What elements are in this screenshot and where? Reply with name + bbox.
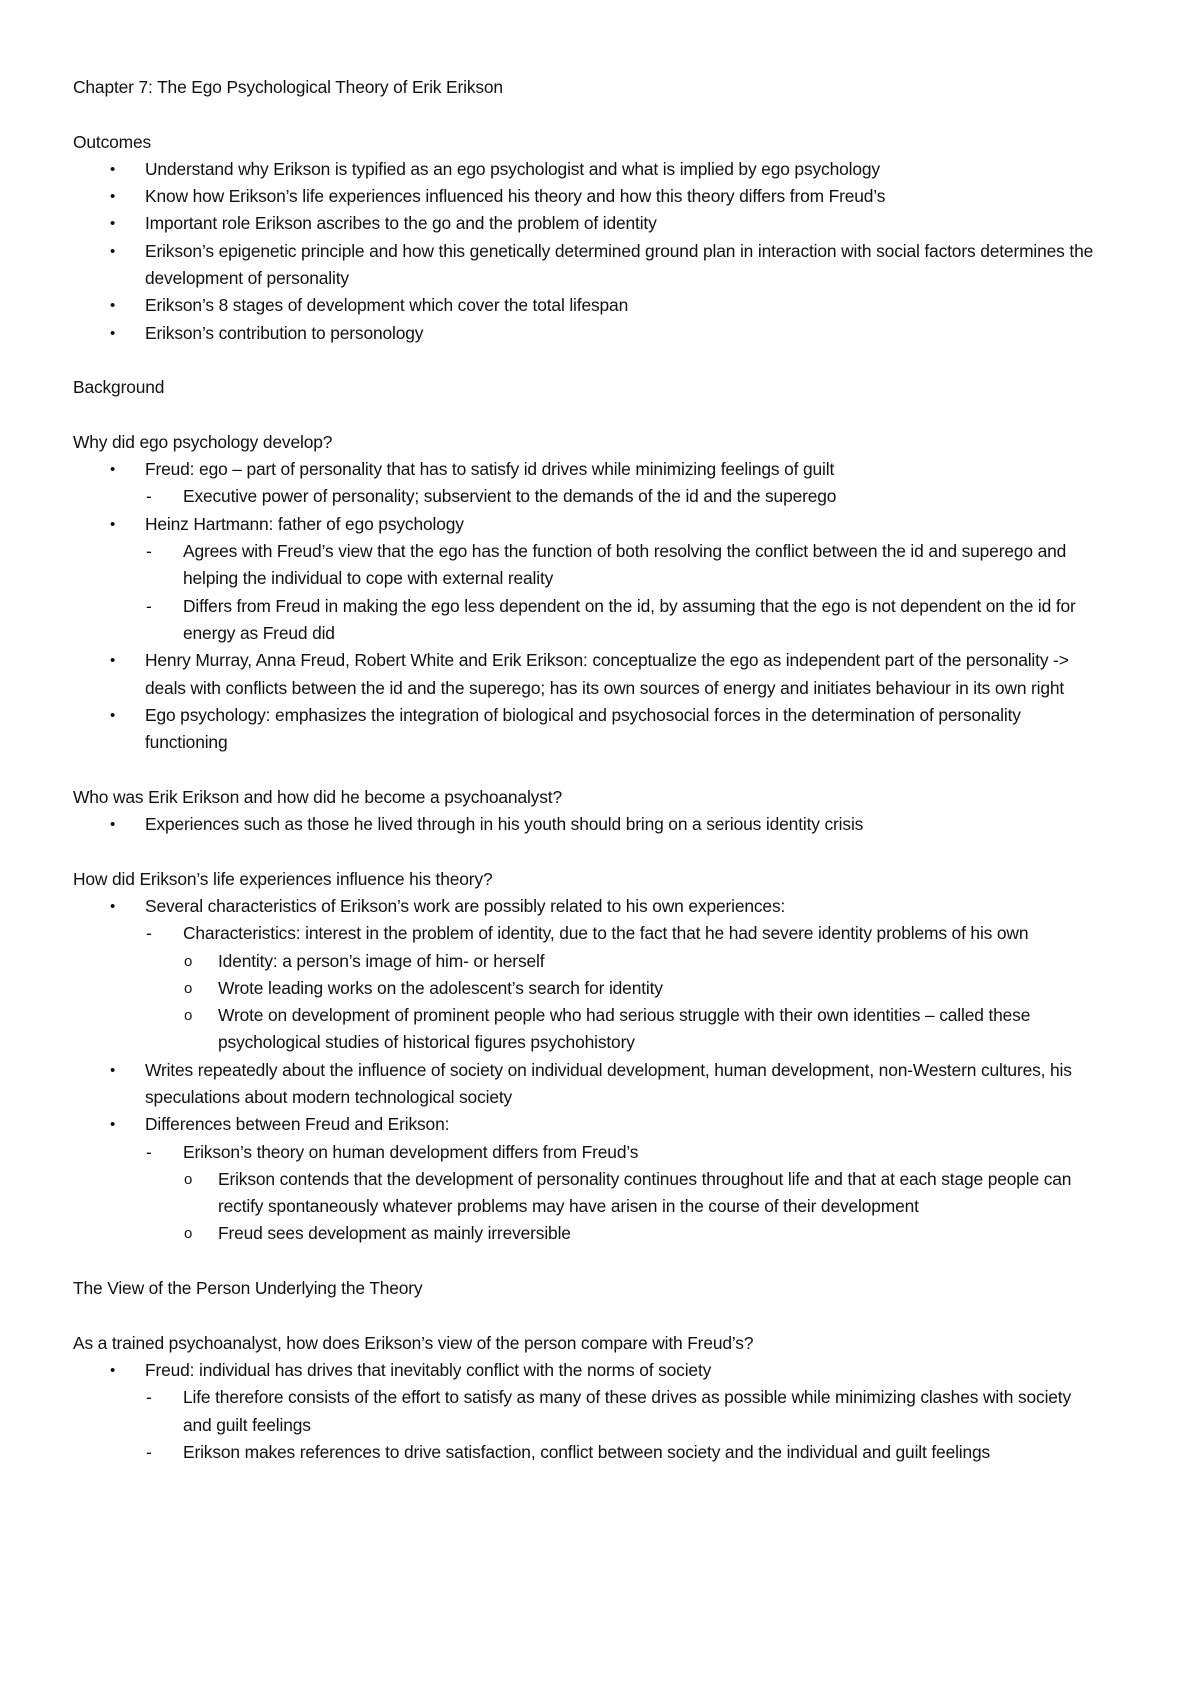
list-item-level-1 [73, 1357, 1100, 1384]
list-item-level-1 [73, 647, 1100, 702]
bullet-marker-icon: • [110, 515, 116, 533]
list-item-text: Important role Erikson ascribes to the go and the problem of identity [145, 213, 657, 234]
list-item-level-1 [73, 183, 1100, 210]
bullet-marker-icon: • [110, 1361, 116, 1379]
blank-line [73, 1248, 1100, 1275]
list-item-text: Heinz Hartmann: father of ego psychology [145, 513, 464, 534]
bullet-marker-icon: • [110, 461, 116, 479]
dash-marker-icon: - [146, 1387, 152, 1408]
list-item-level-2 [73, 593, 1100, 648]
bullet-marker-icon: • [110, 816, 116, 834]
list-item-text: Freud sees development as mainly irreversible [218, 1223, 571, 1244]
bullet-marker-icon: • [110, 215, 116, 233]
list-item-level-2 [73, 538, 1100, 593]
blank-line [73, 402, 1100, 429]
list-item-text: Experiences such as those he lived through in his youth should bring on a serious identity crisis [145, 814, 864, 835]
dash-marker-icon: - [146, 1141, 152, 1162]
list-item-text: Freud: ego – part of personality that has to satisfy id drives while minimizing feelings of guilt [145, 459, 835, 480]
bullet-marker-icon: • [110, 1116, 116, 1134]
section-heading: The View of the Person Underlying the Theory [73, 1278, 423, 1299]
list-item-text: Understand why Erikson is typified as an ego psychologist and what is implied by ego psychology [145, 158, 880, 179]
blank-line [73, 756, 1100, 783]
list-item-text: Executive power of personality; subservient to the demands of the id and the superego [183, 486, 837, 507]
section-heading: Outcomes [73, 131, 152, 152]
list-item-text: Freud: individual has drives that inevitably conflict with the norms of society [145, 1359, 712, 1380]
list-item-level-3 [73, 1002, 1100, 1057]
section-heading: As a trained psychoanalyst, how does Erikson’s view of the person compare with Freud’s? [73, 1332, 754, 1353]
list-item-text: Wrote leading works on the adolescent’s search for identity [218, 977, 663, 998]
list-item-level-1 [73, 893, 1100, 920]
dash-marker-icon: - [146, 1441, 152, 1462]
list-item-text: Erikson contends that the development of personality continues throughout life and that at each stage people can rectify spontaneously whatever problems may have arisen in the course of their development [218, 1168, 1072, 1217]
list-item-level-2 [73, 920, 1100, 947]
blank-line [73, 838, 1100, 865]
bullet-marker-icon: • [110, 297, 116, 315]
list-item-level-1 [73, 1057, 1100, 1112]
list-item-text: Erikson’s 8 stages of development which cover the total lifespan [145, 295, 629, 316]
list-item-level-2 [73, 1139, 1100, 1166]
section-heading: How did Erikson’s life experiences influence his theory? [73, 868, 493, 889]
circle-marker-icon: o [184, 979, 193, 997]
list-item-level-1 [73, 238, 1100, 293]
document-title: Chapter 7: The Ego Psychological Theory of Erik Erikson [73, 77, 503, 97]
list-item-level-1 [73, 511, 1100, 538]
bullet-marker-icon: • [110, 706, 116, 724]
list-item-level-1 [73, 702, 1100, 757]
list-item-level-2 [73, 1384, 1100, 1439]
list-item-level-1 [73, 156, 1100, 183]
list-item-text: Erikson makes references to drive satisfaction, conflict between society and the individual and guilt feelings [183, 1441, 991, 1462]
list-item-level-1 [73, 292, 1100, 319]
dash-marker-icon: - [146, 486, 152, 507]
list-item-level-3 [73, 1166, 1100, 1221]
list-item-text: Henry Murray, Anna Freud, Robert White and Erik Erikson: conceptualize the ego as independent part of the personality -> deals with conflicts between the id and the superego; has its own sources of energy and initiates behaviour in its own right [145, 650, 1069, 698]
list-item-level-1 [73, 210, 1100, 237]
circle-marker-icon: o [184, 1225, 193, 1243]
bullet-marker-icon: • [110, 160, 116, 178]
bullet-marker-icon: • [110, 188, 116, 206]
blank-line [73, 1302, 1100, 1329]
list-item-text: Know how Erikson’s life experiences influenced his theory and how this theory differs from Freud’s [145, 186, 886, 207]
circle-marker-icon: o [184, 1007, 193, 1025]
bullet-marker-icon: • [110, 324, 116, 342]
list-item-text: Identity: a person’s image of him- or herself [218, 950, 545, 971]
list-item-text: Agrees with Freud’s view that the ego has the function of both resolving the conflict between the id and superego and helping the individual to cope with external reality [183, 541, 1067, 589]
list-item-level-1 [73, 1111, 1100, 1138]
list-item-text: Erikson’s theory on human development differs from Freud’s [183, 1141, 639, 1162]
list-item-text: Differences between Freud and Erikson: [145, 1114, 450, 1135]
list-item-text: Writes repeatedly about the influence of society on individual development, human development, non-Western cultures, his speculations about modern technological society [145, 1059, 1072, 1107]
list-item-text: Characteristics: interest in the problem of identity, due to the fact that he had severe identity problems of his own [183, 923, 1029, 944]
blank-line [73, 347, 1100, 374]
section-heading: Who was Erik Erikson and how did he become a psychoanalyst? [73, 786, 562, 807]
list-item-text: Life therefore consists of the effort to satisfy as many of these drives as possible while minimizing clashes with society and guilt feelings [183, 1387, 1072, 1435]
list-item-level-3 [73, 975, 1100, 1002]
list-item-level-3 [73, 948, 1100, 975]
bullet-marker-icon: • [110, 242, 116, 260]
circle-marker-icon: o [184, 1170, 193, 1188]
list-item-text: Several characteristics of Erikson’s work are possibly related to his own experiences: [145, 895, 786, 916]
dash-marker-icon: - [146, 541, 152, 562]
section-heading: Why did ego psychology develop? [73, 431, 333, 452]
circle-marker-icon: o [184, 952, 193, 970]
list-item-level-2 [73, 483, 1100, 510]
blank-line [73, 101, 1100, 128]
list-item-text: Wrote on development of prominent people who had serious struggle with their own identities – called these psychological studies of historical figures psychohistory [218, 1005, 1031, 1053]
list-item-level-1 [73, 811, 1100, 838]
list-item-level-1 [73, 320, 1100, 347]
list-item-text: Erikson’s epigenetic principle and how this genetically determined ground plan in interaction with social factors determines the development of personality [145, 240, 1094, 289]
list-item-text: Erikson’s contribution to personology [145, 322, 424, 343]
list-item-level-1 [73, 456, 1100, 483]
list-item-level-2 [73, 1439, 1100, 1466]
list-item-text: Ego psychology: emphasizes the integration of biological and psychosocial forces in the determination of personality functioning [145, 704, 1021, 753]
bullet-marker-icon: • [110, 897, 116, 915]
dash-marker-icon: - [146, 923, 152, 944]
dash-marker-icon: - [146, 595, 152, 616]
list-item-level-3 [73, 1220, 1100, 1247]
bullet-marker-icon: • [110, 1061, 116, 1079]
list-item-text: Differs from Freud in making the ego less dependent on the id, by assuming that the ego is not dependent on the id for energy as Freud did [183, 595, 1076, 643]
section-heading: Background [73, 377, 165, 398]
bullet-marker-icon: • [110, 652, 116, 670]
